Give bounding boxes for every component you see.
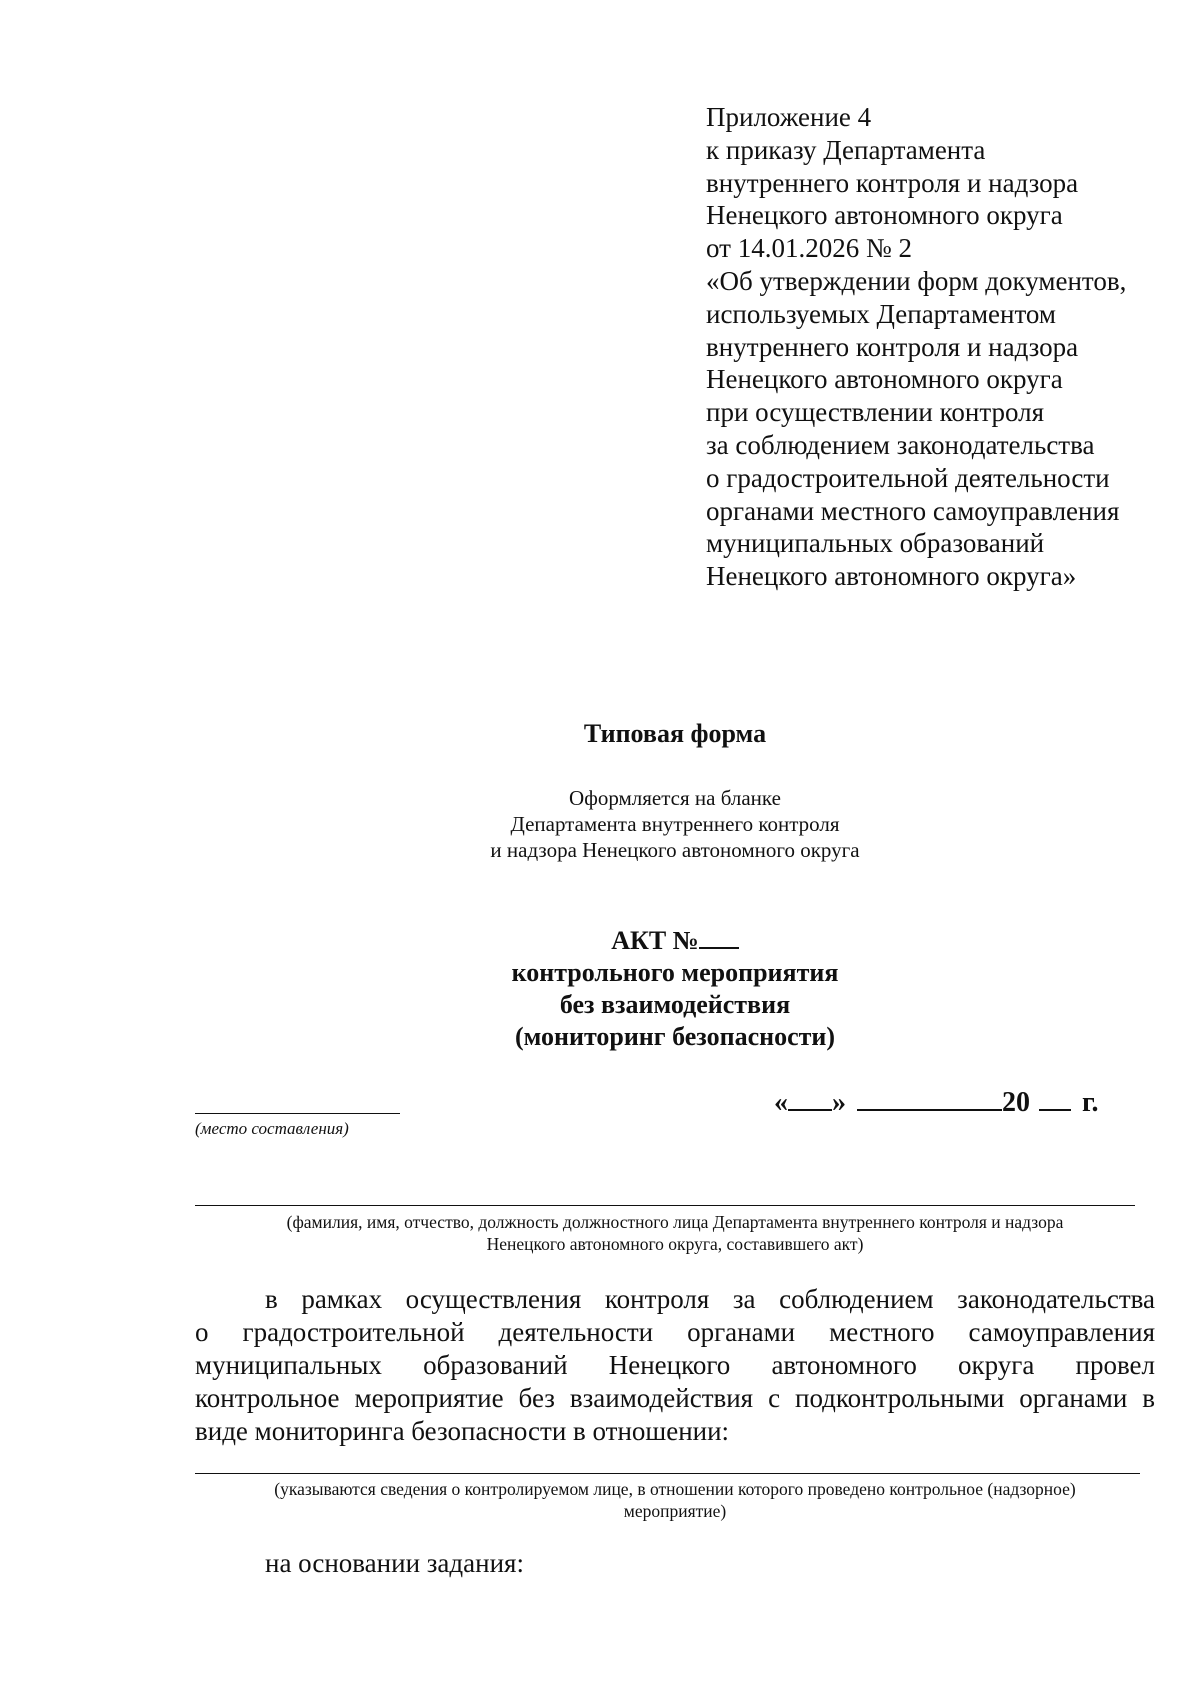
blank-note-line: и надзора Ненецкого автономного округа [490, 838, 860, 862]
date-line [774, 1087, 1099, 1119]
year-suffix: г. [1082, 1087, 1099, 1118]
month-blank [857, 1087, 1002, 1111]
appendix-line: муниципальных образований [706, 528, 1045, 559]
body-paragraph [195, 1283, 1155, 1448]
act-title-line: (мониторинг безопасности) [514, 1022, 836, 1051]
appendix-line: внутреннего контроля и надзора [706, 167, 1079, 198]
appendix-line: при осуществлении контроля [706, 397, 1044, 428]
act-heading [0, 925, 1200, 1053]
body-line: муниципальных образований Ненецкого автономного округа провел [195, 1350, 1155, 1380]
date-open-quote: « [774, 1087, 788, 1118]
appendix-line: органами местного самоуправления [706, 495, 1120, 526]
appendix-line: используемых Департаментом [706, 298, 1056, 329]
act-number-line [0, 925, 1200, 957]
body-line: контрольное мероприятие без взаимодействия с подконтрольными органами в [195, 1383, 1155, 1413]
date-close-quote: » [832, 1087, 846, 1118]
day-blank [788, 1087, 832, 1111]
appendix-line: Ненецкого автономного округа» [706, 561, 1077, 592]
appendix-line: за соблюдением законодательства [706, 429, 1095, 460]
body-line: в рамках осуществления контроля за соблюдением законодательства [265, 1284, 1155, 1314]
blank-note-line: Оформляется на бланке [569, 786, 781, 810]
appendix-line: Ненецкого автономного округа [706, 364, 1063, 395]
act-title-line: контрольного мероприятия [511, 958, 839, 987]
place-caption: (место составления) [195, 1119, 349, 1138]
date-century: 20 [1002, 1087, 1030, 1118]
appendix-line: Ненецкого автономного округа [706, 200, 1063, 231]
act-number-blank [699, 925, 739, 949]
official-blank-line [195, 1205, 1135, 1206]
body-line: о градостроительной деятельности органами местного самоуправления [195, 1317, 1155, 1347]
subject-blank-line [195, 1473, 1140, 1474]
subject-caption-line: мероприятие) [623, 1501, 727, 1521]
place-blank-line [195, 1113, 400, 1114]
appendix-line: от 14.01.2026 № 2 [706, 233, 912, 264]
blank-note [0, 785, 1200, 863]
official-caption-line: (фамилия, имя, отчество, должность должностного лица Департамента внутреннего контроля и надзора [286, 1212, 1064, 1232]
act-title-line: без взаимодействия [559, 990, 791, 1019]
appendix-header [706, 101, 1176, 593]
form-title: Типовая форма [583, 719, 767, 748]
appendix-line: Приложение 4 [706, 102, 872, 132]
basis-label: на основании задания: [265, 1548, 524, 1578]
blank-note-line: Департамента внутреннего контроля [510, 812, 840, 836]
act-number-label: АКТ № [611, 926, 699, 955]
subject-caption [195, 1478, 1155, 1522]
appendix-line: к приказу Департамента [706, 134, 986, 165]
official-caption [215, 1211, 1135, 1255]
appendix-line: внутреннего контроля и надзора [706, 331, 1079, 362]
body-line: виде мониторинга безопасности в отношении: [195, 1416, 730, 1446]
official-caption-line: Ненецкого автономного округа, составившего акт) [486, 1234, 864, 1254]
appendix-line: о градостроительной деятельности [706, 462, 1110, 493]
appendix-line: «Об утверждении форм документов, [706, 265, 1127, 296]
subject-caption-line: (указываются сведения о контролируемом лице, в отношении которого проведено контрольное (надзорное) [274, 1479, 1076, 1499]
year-blank [1039, 1087, 1071, 1111]
